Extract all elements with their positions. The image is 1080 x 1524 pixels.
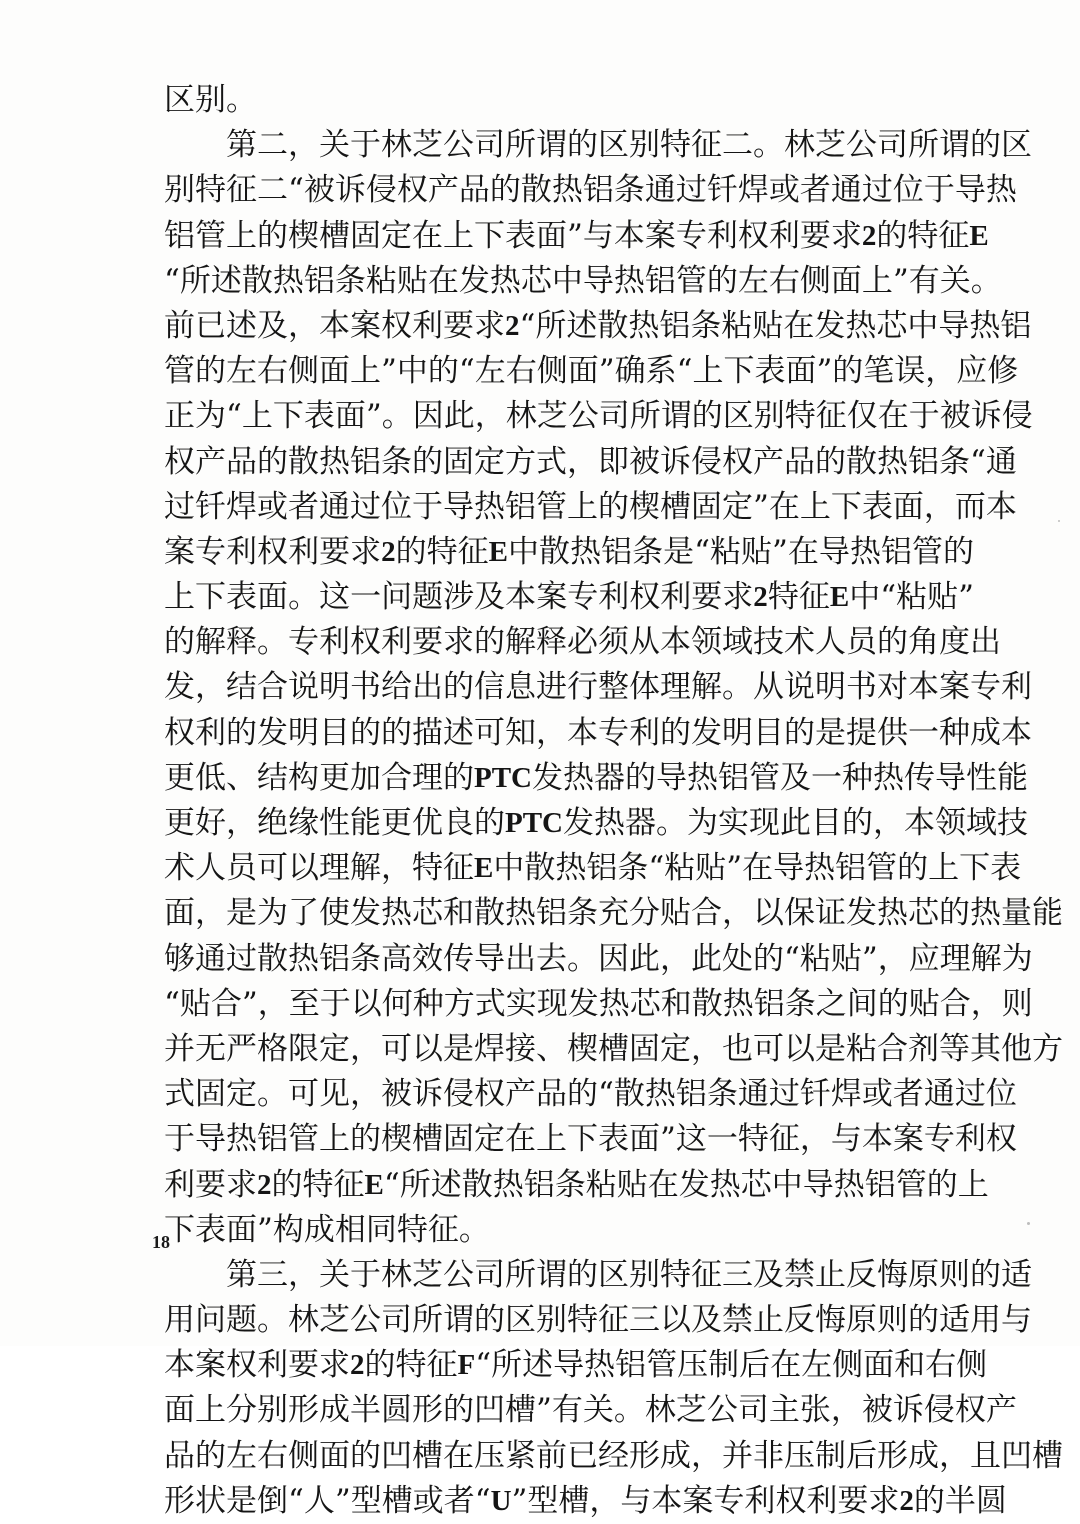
text-line: 术 人 员 可 以 理 解 ， 特 征 E 中 散 热 铝 条 “ 粘 贴 ” 在 导 热 铝 管 的 上 下 表	[164, 850, 1022, 887]
text-line: “ 贴 合 ” ， 至 于 以 何 种 方 式 实 现 发 热 芯 和 散 热 铝 条 之 间 的 贴 合 ， 则	[164, 985, 1033, 1022]
text-line: 用 问 题 。 林 芝 公 司 所 谓 的 区 别 特 征 三 以 及 禁 止 反 悔 原 则 的 适 用 与	[164, 1302, 1032, 1339]
text-line: 式 固 定 。 可 见 ， 被 诉 侵 权 产 品 的 “ 散 热 铝 条 通 过 钎 焊 或 者 通 过 位	[164, 1076, 1017, 1113]
text-line: 并 无 严 格 限 定 ， 可 以 是 焊 接 、 楔 槽 固 定 ， 也 可 以 是 粘 合 剂 等 其 他 方	[164, 1030, 1063, 1067]
text-line: 第 二 ， 关 于 林 芝 公 司 所 谓 的 区 别 特 征 二 。 林 芝 公 司 所 谓 的 区	[226, 127, 1032, 164]
text-line: 第 三 ， 关 于 林 芝 公 司 所 谓 的 区 别 特 征 三 及 禁 止 反 悔 原 则 的 适	[226, 1256, 1032, 1293]
text-line: 面 上 分 别 形 成 半 圆 形 的 凹 槽 ” 有 关 。 林 芝 公 司 主 张 ， 被 诉 侵 权 产	[164, 1392, 1017, 1429]
text-line: “ 所 述 散 热 铝 条 粘 贴 在 发 热 芯 中 导 热 铝 管 的 左 右 侧 面 上 ” 有 关 。	[164, 262, 1002, 299]
text-line: 形 状 是 倒 “ 人 ” 型 槽 或 者 “ U ” 型 槽 ， 与 本 案 专 利 权 利 要 求 2 的 半 圆	[164, 1482, 1007, 1519]
text-line: 别 特 征 二 “ 被 诉 侵 权 产 品 的 散 热 铝 条 通 过 钎 焊 或 者 通 过 位 于 导 热	[164, 172, 1017, 209]
text-line: 案 专 利 权 利 要 求 2 的 特 征 E 中 散 热 铝 条 是 “ 粘 贴 ” 在 导 热 铝 管 的	[164, 533, 974, 570]
text-line: 过 钎 焊 或 者 通 过 位 于 导 热 铝 管 上 的 楔 槽 固 定 ” 在 上 下 表 面 ， 而 本	[164, 488, 1017, 525]
page-number: 18	[152, 1232, 170, 1252]
text-line: 管 的 左 右 侧 面 上 ” 中 的 “ 左 右 侧 面 ” 确 系 “ 上 下 表 面 ” 的 笔 误 ， 应 修	[164, 353, 1019, 390]
text-line: 发 ， 结 合 说 明 书 给 出 的 信 息 进 行 整 体 理 解 。 从 说 明 书 对 本 案 专 利	[164, 669, 1032, 706]
text-line: 正 为 “ 上 下 表 面 ” 。 因 此 ， 林 芝 公 司 所 谓 的 区 别 特 征 仅 在 于 被 诉 侵	[164, 398, 1033, 435]
text-line: 权 利 的 发 明 目 的 的 描 述 可 知 ， 本 专 利 的 发 明 目 的 是 提 供 一 种 成 本	[164, 714, 1032, 751]
text-line: 下 表 面 ” 构 成 相 同 特 征 。	[164, 1211, 490, 1248]
text-line: 于 导 热 铝 管 上 的 楔 槽 固 定 在 上 下 表 面 ” 这 一 特 征 ， 与 本 案 专 利 权	[164, 1121, 1017, 1158]
text-line: 前 已 述 及 ， 本 案 权 利 要 求 2 “ 所 述 散 热 铝 条 粘 贴 在 发 热 芯 中 导 热 铝	[164, 307, 1032, 344]
text-line: 更 好 ， 绝 缘 性 能 更 优 良 的 PTC 发 热 器 。 为 实 现 此 目 的 ， 本 领 域 技	[164, 805, 1028, 841]
text-line: 的 解 释 。 专 利 权 利 要 求 的 解 释 必 须 从 本 领 域 技 术 人 员 的 角 度 出	[164, 624, 1001, 661]
text-line: 区 别 。	[164, 82, 257, 118]
text-line: 权 产 品 的 散 热 铝 条 的 固 定 方 式 ， 即 被 诉 侵 权 产 品 的 散 热 铝 条 “ 通	[164, 443, 1017, 480]
text-line: 本 案 权 利 要 求 2 的 特 征 F “ 所 述 导 热 铝 管 压 制 后 在 左 侧 面 和 右 侧	[164, 1347, 988, 1384]
text-line: 上 下 表 面 。 这 一 问 题 涉 及 本 案 专 利 权 利 要 求 2 特 征 E 中 “ 粘 贴 ”	[164, 579, 974, 616]
text-line: 更 低 、 结 构 更 加 合 理 的 PTC 发 热 器 的 导 热 铝 管 及 一 种 热 传 导 性 能	[164, 759, 1028, 796]
scan-speck	[1027, 1222, 1030, 1225]
text-line: 铝 管 上 的 楔 槽 固 定 在 上 下 表 面 ” 与 本 案 专 利 权 利 要 求 2 的 特 征 E	[164, 217, 989, 254]
scan-speck	[1058, 520, 1060, 522]
body-text	[164, 78, 1063, 1524]
text-line: 利 要 求 2 的 特 征 E “ 所 述 散 热 铝 条 粘 贴 在 发 热 芯 中 导 热 铝 管 的 上	[164, 1166, 989, 1203]
text-line: 够 通 过 散 热 铝 条 高 效 传 导 出 去 。 因 此 ， 此 处 的 “ 粘 贴 ” ， 应 理 解 为	[164, 940, 1033, 977]
text-line: 面 ， 是 为 了 使 发 热 芯 和 散 热 铝 条 充 分 贴 合 ， 以 保 证 发 热 芯 的 热 量 能	[164, 895, 1063, 932]
text-line: 品 的 左 右 侧 面 的 凹 槽 在 压 紧 前 已 经 形 成 ， 并 非 压 制 后 形 成 ， 且 凹 槽	[164, 1437, 1063, 1474]
